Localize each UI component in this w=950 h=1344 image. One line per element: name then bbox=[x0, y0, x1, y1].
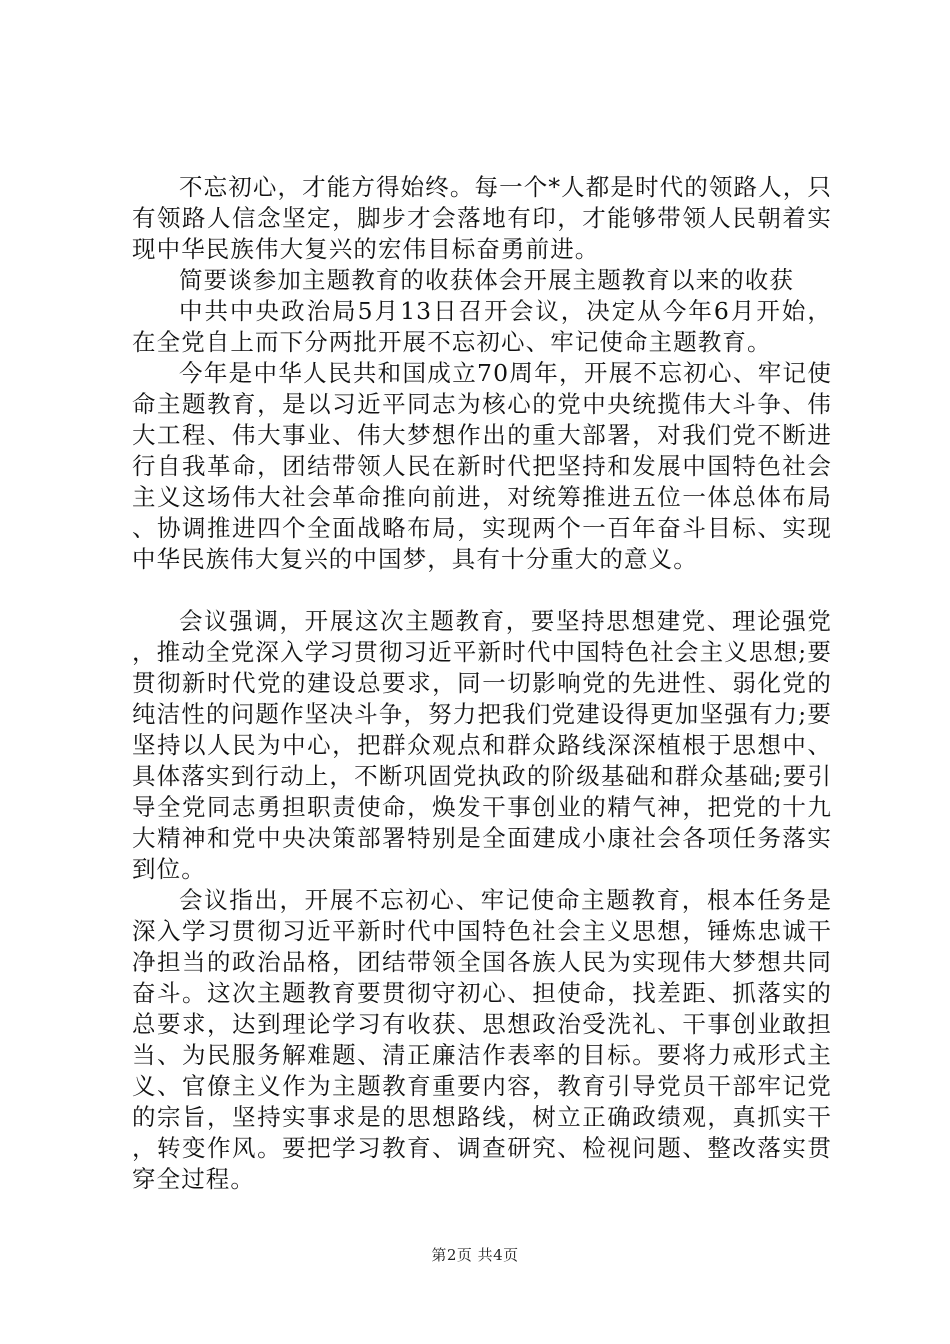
page-footer: 第2页 共4页 bbox=[431, 1246, 519, 1264]
paragraph-5: 会议强调，开展这次主题教育，要坚持思想建党、理论强党，推动全党深入学习贯彻习近平新时代中国特色社会主义思想;要贯彻新时代党的建设总要求，同一切影响党的先进性、弱化党的纯洁性的问题作坚决斗争，努力把我们党建设得更加坚强有力;要坚持以人民为中心，把群众观点和群众路线深深植根于思想中、具体落实到行动上，不断巩固党执政的阶级基础和群众基础;要引导全党同志勇担职责使命，焕发干事创业的精气神，把党的十九大精神和党中央决策部署特别是全面建成小康社会各项任务落实到位。 bbox=[132, 607, 832, 883]
paragraph-2: 简要谈参加主题教育的收获体会开展主题教育以来的收获 bbox=[179, 266, 794, 294]
paragraph-6: 会议指出，开展不忘初心、牢记使命主题教育，根本任务是深入学习贯彻习近平新时代中国特色社会主义思想，锤炼忠诚干净担当的政治品格，团结带领全国各族人民为实现伟大梦想共同奋斗。这次主题教育要贯彻守初心、担使命，找差距、抓落实的总要求，达到理论学习有收获、思想政治受洗礼、干事创业敢担当、为民服务解难题、清正廉洁作表率的目标。要将力戒形式主义、官僚主义作为主题教育重要内容，教育引导党员干部牢记党的宗旨，坚持实事求是的思想路线，树立正确政绩观，真抓实干，转变作风。要把学习教育、调查研究、检视问题、整改落实贯穿全过程。 bbox=[132, 886, 832, 1193]
paragraph-3: 中共中央政治局5月13日召开会议，决定从今年6月开始，在全党自上而下分两批开展不忘初心、牢记使命主题教育。 bbox=[132, 297, 832, 356]
paragraph-4: 今年是中华人民共和国成立70周年，开展不忘初心、牢记使命主题教育，是以习近平同志为核心的党中央统揽伟大斗争、伟大工程、伟大事业、伟大梦想作出的重大部署，对我们党不断进行自我革命，团结带领人民在新时代把坚持和发展中国特色社会主义这场伟大社会革命推向前进，对统筹推进五位一体总体布局、协调推进四个全面战略布局，实现两个一百年奋斗目标、实现中华民族伟大复兴的中国梦，具有十分重大的意义。 bbox=[132, 359, 832, 573]
document-body bbox=[132, 172, 832, 1195]
paragraph-1: 不忘初心，才能方得始终。每一个*人都是时代的领路人，只有领路人信念坚定，脚步才会落地有印，才能够带领人民朝着实现中华民族伟大复兴的宏伟目标奋勇前进。 bbox=[132, 173, 832, 263]
